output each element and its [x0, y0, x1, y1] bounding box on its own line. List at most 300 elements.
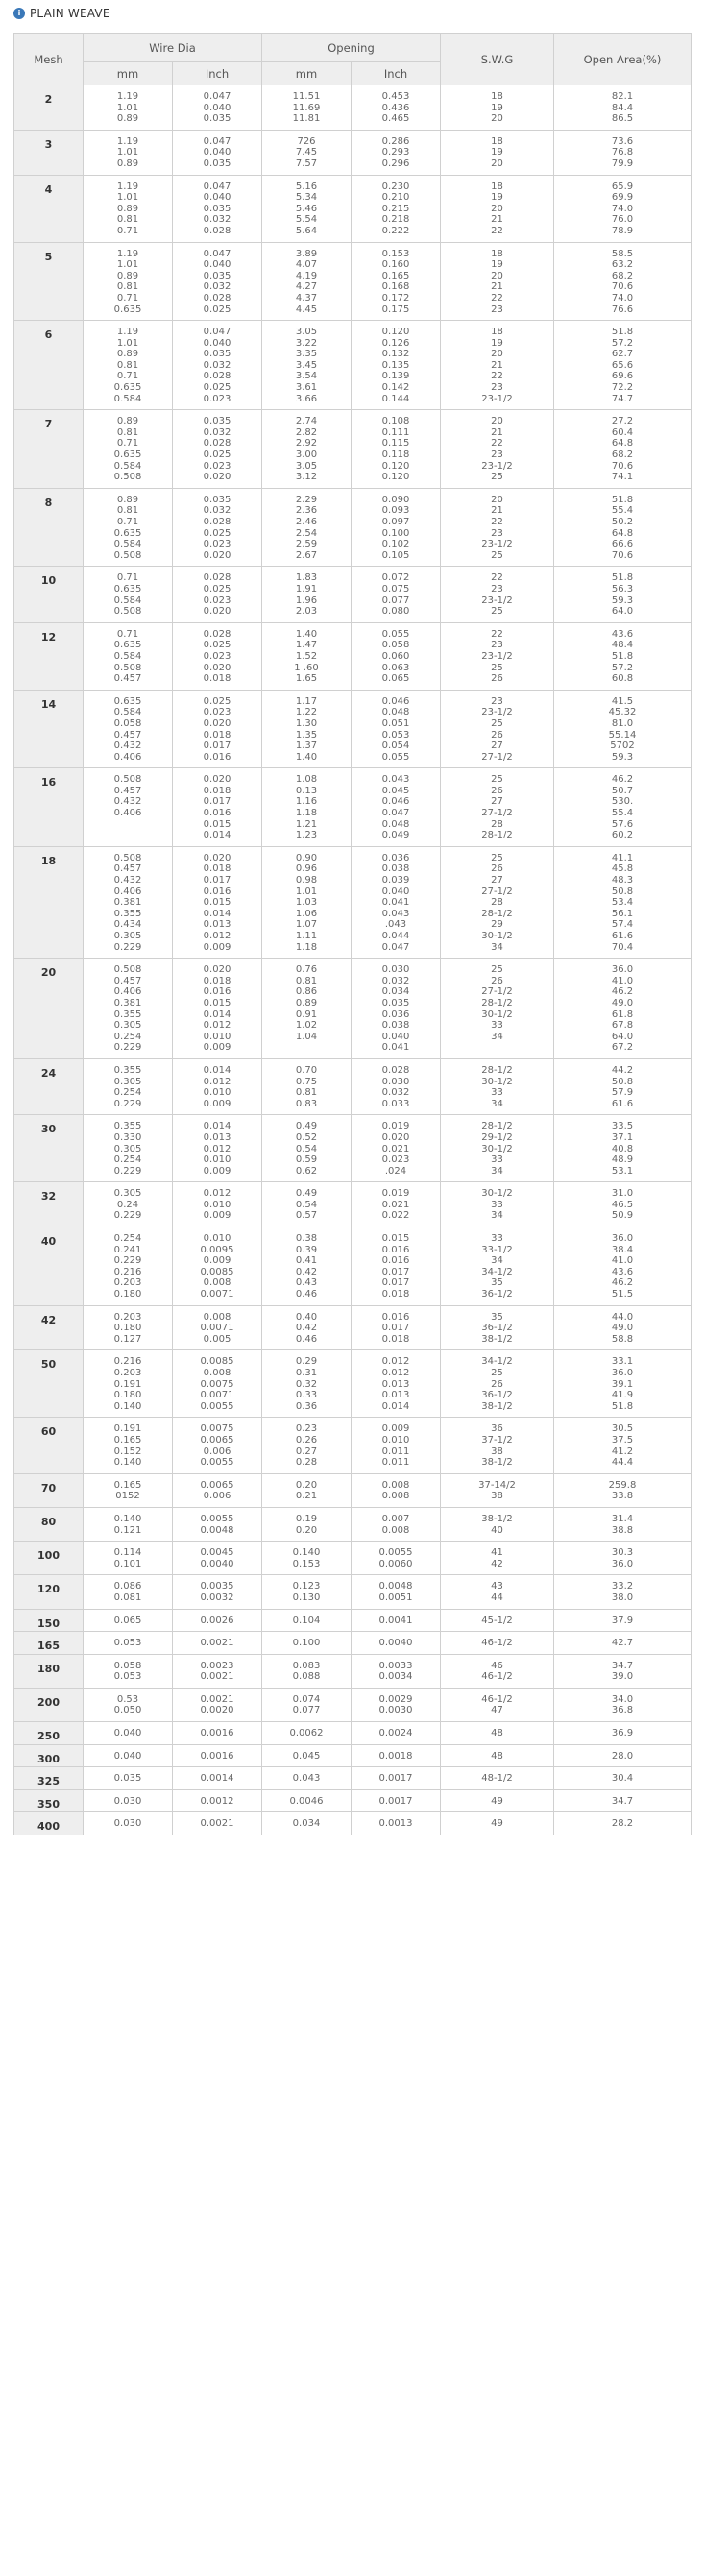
swg-cell [441, 1812, 554, 1835]
cell-value: 0.054 [381, 741, 410, 752]
open-area-cell [554, 690, 692, 768]
cell-value [84, 830, 172, 841]
cell-value: 28 [491, 897, 503, 909]
wire-inch-cell [173, 567, 262, 622]
cell-value: 0.0085 [200, 1356, 234, 1368]
cell-value: 81.0 [611, 717, 634, 729]
cell-value: 56.3 [611, 583, 634, 595]
cell-value: 64.0 [611, 1031, 634, 1042]
cell-value: 0.012 [203, 931, 231, 941]
mesh-cell: 400 [14, 1812, 84, 1835]
cell-value: 70.6 [611, 460, 634, 472]
cell-value: 1.96 [295, 595, 318, 606]
cell-value: 0.045 [381, 785, 410, 796]
mesh-cell: 80 [14, 1507, 84, 1541]
cell-value: 0.46 [295, 1289, 318, 1300]
cell-value: 0.126 [381, 337, 410, 349]
cell-value: 61.6 [611, 1098, 634, 1109]
cell-value: 0.038 [381, 863, 410, 875]
cell-value: 51.8 [611, 1400, 634, 1412]
cell-value: 2.54 [295, 527, 318, 539]
cell-value: 0.216 [113, 1356, 142, 1368]
cell-value: 0.018 [381, 1289, 410, 1300]
cell-value: 36.0 [611, 1558, 634, 1569]
cell-value: 0.62 [295, 1165, 318, 1177]
cell-value: 82.1 [611, 91, 634, 102]
cell-value: 0.81 [116, 281, 139, 293]
cell-value: 0.120 [381, 460, 410, 472]
cell-value: 29-1/2 [481, 1131, 513, 1143]
cell-value: 0.025 [203, 304, 231, 315]
cell-value: 33.8 [611, 1491, 634, 1502]
cell-value: 0.286 [381, 135, 410, 147]
wire-mm-cell [84, 1418, 173, 1473]
cell-value: 34 [491, 941, 503, 953]
cell-value: 0.293 [381, 147, 410, 158]
cell-value: 0.241 [113, 1244, 142, 1255]
cell-value: 18 [491, 248, 503, 259]
cell-value: 2.46 [295, 517, 318, 527]
cell-value: 0.020 [203, 852, 231, 863]
cell-value: 0.009 [203, 1042, 231, 1054]
open-area-cell [554, 85, 692, 131]
opening-inch-cell [352, 959, 441, 1059]
cell-value: 1.01 [116, 337, 139, 349]
cell-value: 0.355 [113, 1064, 142, 1076]
cell-value: 67.8 [611, 1020, 634, 1032]
cell-value: 2.67 [295, 549, 318, 561]
cell-value: 39.1 [611, 1378, 634, 1390]
cell-value: 74.0 [611, 203, 634, 214]
cell-value: 0.0075 [200, 1378, 234, 1390]
cell-value: 46-1/2 [481, 1693, 513, 1705]
cell-value: 0.014 [203, 1009, 231, 1020]
cell-value: 0.028 [381, 1064, 410, 1076]
cell-value: 28.0 [611, 1750, 634, 1762]
cell-value: 0.034 [292, 1818, 321, 1830]
cell-value: 1.65 [295, 673, 318, 685]
cell-value: 35 [491, 1277, 503, 1289]
cell-value: 0.023 [203, 707, 231, 718]
cell-value: 0.058 [113, 717, 142, 729]
cell-value: 2.29 [295, 494, 318, 505]
cell-value: 0.047 [203, 91, 231, 102]
cell-value: 0.017 [381, 1277, 410, 1289]
cell-value: 0.043 [381, 774, 410, 786]
header-mesh: Mesh [14, 34, 84, 85]
open-area-cell [554, 321, 692, 410]
cell-value: 34 [491, 1165, 503, 1177]
cell-value: 0.025 [203, 450, 231, 461]
cell-value: 22 [491, 225, 503, 236]
cell-value: 0.71 [116, 517, 139, 527]
cell-value: 0.71 [116, 292, 139, 304]
cell-value: 23-1/2 [481, 539, 513, 550]
cell-value: 0.13 [295, 785, 318, 796]
swg-cell [441, 1767, 554, 1790]
swg-cell [441, 1688, 554, 1721]
cell-value: 43 [491, 1581, 503, 1592]
cell-value: 0.022 [381, 1210, 410, 1222]
cell-value: 0.012 [381, 1368, 410, 1378]
cell-value: 0.0071 [200, 1289, 234, 1300]
wire-mm-cell [84, 1507, 173, 1541]
cell-value: 0.006 [203, 1491, 231, 1502]
mesh-cell: 350 [14, 1789, 84, 1812]
cell-value: 0.012 [203, 1188, 231, 1200]
cell-value: 74.0 [611, 292, 634, 304]
cell-value: 0.26 [295, 1434, 318, 1446]
table-body [14, 85, 692, 1835]
cell-value: 0.0045 [200, 1547, 234, 1559]
cell-value: 0.76 [295, 964, 318, 976]
cell-value: 0.40 [295, 1311, 318, 1323]
cell-value: 42.7 [611, 1638, 634, 1649]
cell-value: 21 [491, 214, 503, 226]
cell-value: 0.025 [203, 583, 231, 595]
cell-value: 48 [491, 1728, 503, 1739]
mesh-cell: 7 [14, 410, 84, 489]
opening-mm-cell [262, 1115, 352, 1182]
cell-value: 0.0026 [200, 1615, 234, 1626]
cell-value: 0.71 [116, 225, 139, 236]
cell-value: 0.81 [116, 214, 139, 226]
cell-value: 0.041 [381, 1042, 410, 1054]
cell-value: 0.210 [381, 192, 410, 204]
cell-value: 0.019 [381, 1188, 410, 1200]
cell-value: 38-1/2 [481, 1400, 513, 1412]
cell-value: 0.635 [113, 583, 142, 595]
cell-value: 0.584 [113, 393, 142, 404]
swg-cell [441, 1722, 554, 1745]
cell-value: 0.57 [295, 1210, 318, 1222]
cell-value: 0.043 [381, 908, 410, 919]
cell-value: 46.2 [611, 774, 634, 786]
cell-value: 76.0 [611, 214, 634, 226]
cell-value: 1.04 [295, 1031, 318, 1042]
cell-value: 1.01 [116, 192, 139, 204]
cell-value: 22 [491, 371, 503, 382]
cell-value: 45.8 [611, 863, 634, 875]
cell-value: 0.016 [381, 1255, 410, 1267]
wire-inch-cell [173, 1542, 262, 1575]
cell-value: 23 [491, 450, 503, 461]
wire-inch-cell [173, 1350, 262, 1418]
cell-value: 0.0016 [200, 1728, 234, 1739]
cell-value: 0.011 [381, 1446, 410, 1457]
open-area-cell [554, 1058, 692, 1114]
cell-value: 0.010 [203, 1087, 231, 1099]
opening-mm-cell [262, 1182, 352, 1227]
opening-inch-cell [352, 175, 441, 242]
cell-value: 64.8 [611, 527, 634, 539]
swg-cell [441, 175, 554, 242]
opening-inch-cell [352, 85, 441, 131]
opening-mm-cell [262, 622, 352, 690]
cell-value: 23-1/2 [481, 460, 513, 472]
opening-mm-cell [262, 1744, 352, 1767]
cell-value: 39.0 [611, 1671, 634, 1683]
cell-value: 0.012 [203, 1143, 231, 1154]
cell-value: 70.4 [611, 941, 634, 953]
cell-value: 0152 [115, 1491, 140, 1502]
cell-value: 0.021 [381, 1143, 410, 1154]
swg-cell [441, 85, 554, 131]
cell-value: 0.040 [113, 1750, 142, 1762]
cell-value: 0.104 [292, 1615, 321, 1626]
opening-inch-cell [352, 1542, 441, 1575]
cell-value: 74.1 [611, 472, 634, 483]
cell-value: 0.035 [203, 203, 231, 214]
cell-value: 2.36 [295, 505, 318, 517]
cell-value: 0.035 [381, 997, 410, 1009]
cell-value: 0.230 [381, 181, 410, 192]
cell-value: 0.140 [113, 1457, 142, 1469]
cell-value: 26 [491, 975, 503, 986]
cell-value: 0.434 [113, 919, 142, 931]
cell-value: 0.013 [203, 919, 231, 931]
cell-value: 0.406 [113, 986, 142, 998]
open-area-cell [554, 175, 692, 242]
cell-value: 0.050 [113, 1705, 142, 1716]
table-row [14, 130, 692, 175]
cell-value: 64.0 [611, 606, 634, 618]
swg-cell [441, 1115, 554, 1182]
cell-value: 0.014 [381, 1400, 410, 1412]
cell-value: 0.040 [203, 192, 231, 204]
cell-value: 0.020 [203, 549, 231, 561]
cell-value: 26 [491, 729, 503, 741]
cell-value: 0.020 [203, 606, 231, 618]
cell-value: 0.203 [113, 1277, 142, 1289]
cell-value: 0.118 [381, 450, 410, 461]
open-area-cell [554, 410, 692, 489]
cell-value: 7.45 [295, 147, 318, 158]
cell-value: 0.0030 [378, 1705, 413, 1716]
cell-value: 0.097 [381, 517, 410, 527]
cell-value: 0.160 [381, 259, 410, 271]
cell-value: 0.028 [203, 371, 231, 382]
cell-value: 50.2 [611, 517, 634, 527]
cell-value: 26 [491, 863, 503, 875]
cell-value: 0.032 [381, 975, 410, 986]
cell-value: 1.11 [295, 931, 318, 941]
cell-value: 28.2 [611, 1818, 634, 1830]
table-row [14, 1350, 692, 1418]
cell-value: 0.035 [203, 158, 231, 169]
cell-value: 0.218 [381, 214, 410, 226]
cell-value: 76.8 [611, 147, 634, 158]
cell-value: 72.2 [611, 382, 634, 394]
cell-value: 0.023 [203, 460, 231, 472]
mesh-cell: 12 [14, 622, 84, 690]
swg-cell [441, 1789, 554, 1812]
cell-value: 3.61 [295, 382, 318, 394]
cell-value: 28-1/2 [481, 1064, 513, 1076]
cell-value: 0.305 [113, 1143, 142, 1154]
opening-mm-cell [262, 768, 352, 847]
cell-value: 0.055 [381, 628, 410, 640]
cell-value: 38.0 [611, 1592, 634, 1603]
subheader-wire-mm: mm [84, 62, 173, 85]
cell-value: 1.19 [116, 181, 139, 192]
cell-value: 3.45 [295, 359, 318, 371]
cell-value: 0.90 [295, 852, 318, 863]
wire-mm-cell [84, 1182, 173, 1227]
cell-value: 55.4 [611, 808, 634, 819]
cell-value: 0.330 [113, 1131, 142, 1143]
cell-value: 0.017 [203, 796, 231, 808]
cell-value: 41.1 [611, 852, 634, 863]
subheader-opening-inch: Inch [352, 62, 441, 85]
cell-value: 33 [491, 1020, 503, 1032]
cell-value: 7.57 [295, 158, 318, 169]
wire-mm-cell [84, 1767, 173, 1790]
cell-value: 0.039 [381, 875, 410, 887]
cell-value: 0.457 [113, 785, 142, 796]
cell-value: 0.020 [381, 1131, 410, 1143]
cell-value: 38-1/2 [481, 1513, 513, 1524]
cell-value: 0.305 [113, 1188, 142, 1200]
cell-value: 36.8 [611, 1705, 634, 1716]
table-row [14, 85, 692, 131]
cell-value: 0.015 [203, 997, 231, 1009]
cell-value: 33 [491, 1233, 503, 1245]
opening-mm-cell [262, 130, 352, 175]
cell-value: 0.132 [381, 349, 410, 360]
cell-value: 0.032 [203, 359, 231, 371]
table-row [14, 846, 692, 958]
cell-value: 5.16 [295, 181, 318, 192]
cell-value: 0.121 [113, 1524, 142, 1536]
cell-value: 0.508 [113, 852, 142, 863]
opening-mm-cell [262, 321, 352, 410]
opening-mm-cell [262, 846, 352, 958]
table-row [14, 622, 692, 690]
open-area-cell [554, 242, 692, 321]
cell-value: 0.584 [113, 460, 142, 472]
opening-mm-cell [262, 1654, 352, 1688]
cell-value: 0.028 [203, 572, 231, 584]
table-row [14, 1227, 692, 1306]
cell-value: 0.0046 [289, 1795, 324, 1807]
opening-inch-cell [352, 1115, 441, 1182]
cell-value: 36-1/2 [481, 1390, 513, 1401]
cell-value: 40.8 [611, 1143, 634, 1154]
wire-mm-cell [84, 1542, 173, 1575]
open-area-cell [554, 1473, 692, 1507]
cell-value: 0.46 [295, 1333, 318, 1345]
cell-value: 0.041 [381, 897, 410, 909]
header-opening: Opening [262, 34, 441, 62]
cell-value: 34 [491, 1098, 503, 1109]
opening-mm-cell [262, 488, 352, 567]
cell-value: 1.40 [295, 628, 318, 640]
cell-value: 51.8 [611, 327, 634, 338]
cell-value: 0.508 [113, 774, 142, 786]
cell-value: 0.035 [203, 113, 231, 125]
cell-value: 27 [491, 796, 503, 808]
cell-value: 38-1/2 [481, 1333, 513, 1345]
cell-value: 34-1/2 [481, 1356, 513, 1368]
cell-value: 0.0021 [200, 1671, 234, 1683]
wire-inch-cell [173, 1654, 262, 1688]
cell-value: 0.114 [113, 1547, 142, 1559]
cell-value: 0.047 [203, 327, 231, 338]
open-area-cell [554, 1305, 692, 1350]
cell-value: 0.305 [113, 931, 142, 941]
cell-value: 63.2 [611, 259, 634, 271]
cell-value: 1.91 [295, 583, 318, 595]
open-area-cell [554, 1654, 692, 1688]
cell-value: 26 [491, 785, 503, 796]
cell-value: 0.355 [113, 908, 142, 919]
cell-value: 0.38 [295, 1233, 318, 1245]
plain-weave-table [13, 33, 692, 1835]
opening-inch-cell [352, 1305, 441, 1350]
wire-inch-cell [173, 410, 262, 489]
cell-value: 62.7 [611, 349, 634, 360]
cell-value: 0.215 [381, 203, 410, 214]
cell-value: 0.051 [381, 717, 410, 729]
cell-value: 0.27 [295, 1446, 318, 1457]
opening-mm-cell [262, 1058, 352, 1114]
cell-value: 0.035 [203, 494, 231, 505]
cell-value: 0.010 [203, 1154, 231, 1166]
table-row [14, 1473, 692, 1507]
cell-value: 1.01 [295, 886, 318, 897]
cell-value: 0.016 [203, 808, 231, 819]
cell-value: 0.254 [113, 1154, 142, 1166]
cell-value: 0.016 [381, 1244, 410, 1255]
cell-value: 60.2 [611, 830, 634, 841]
open-area-cell [554, 1575, 692, 1609]
cell-value: 49 [491, 1795, 503, 1807]
cell-value: 1.17 [295, 695, 318, 707]
cell-value: 1.21 [295, 818, 318, 830]
opening-inch-cell [352, 410, 441, 489]
cell-value: 65.6 [611, 359, 634, 371]
cell-value: 0.0034 [378, 1671, 413, 1683]
cell-value: 0.021 [381, 1199, 410, 1210]
cell-value: 4.45 [295, 304, 318, 315]
cell-value: 33 [491, 1199, 503, 1210]
wire-mm-cell [84, 321, 173, 410]
cell-value [441, 1042, 553, 1054]
cell-value: 0.038 [381, 1020, 410, 1032]
cell-value: 1.19 [116, 248, 139, 259]
cell-value: 0.216 [113, 1266, 142, 1277]
cell-value: 20 [491, 416, 503, 427]
cell-value: 57.2 [611, 337, 634, 349]
opening-inch-cell [352, 567, 441, 622]
cell-value: 0.0062 [289, 1728, 324, 1739]
cell-value: 48.4 [611, 640, 634, 651]
cell-value: 0.023 [381, 1154, 410, 1166]
cell-value: 19 [491, 192, 503, 204]
cell-value: 0.140 [113, 1400, 142, 1412]
cell-value: 19 [491, 147, 503, 158]
cell-value: 0.305 [113, 1020, 142, 1032]
opening-inch-cell [352, 846, 441, 958]
cell-value: 0.144 [381, 393, 410, 404]
table-row [14, 1722, 692, 1745]
mesh-cell: 325 [14, 1767, 84, 1790]
cell-value: 57.2 [611, 662, 634, 673]
cell-value: 0.91 [295, 1009, 318, 1020]
cell-value: 0.058 [381, 640, 410, 651]
cell-value: 0.015 [381, 1233, 410, 1245]
